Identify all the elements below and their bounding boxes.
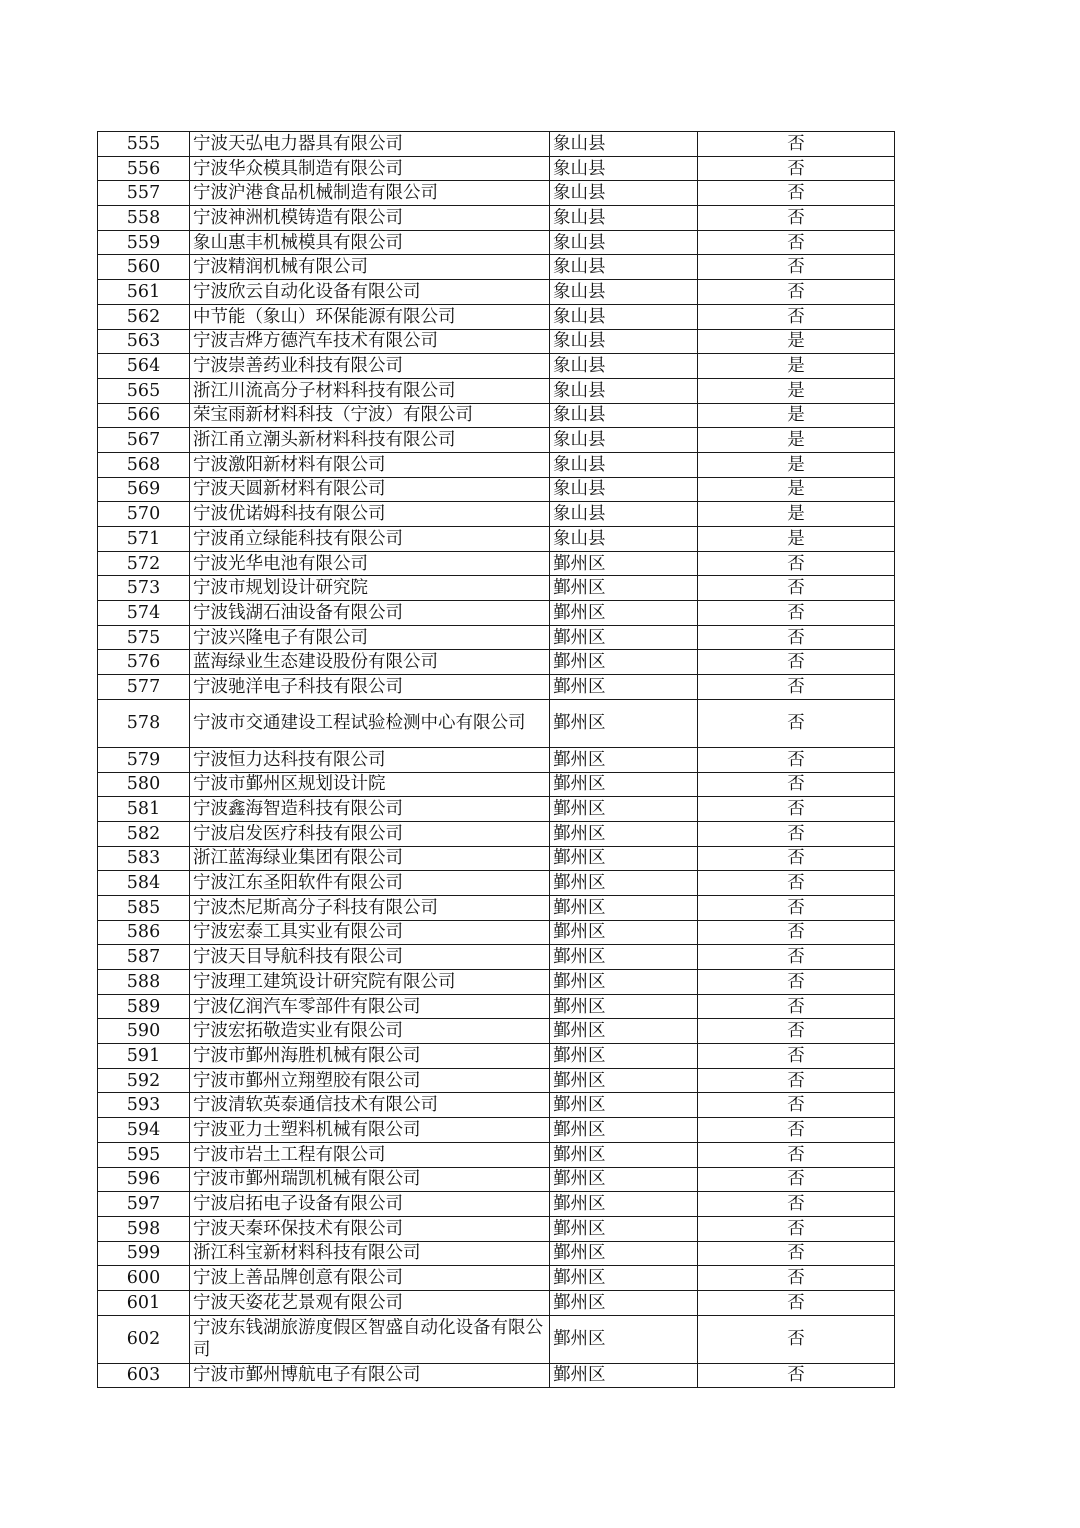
company-name: 宁波驰洋电子科技有限公司	[190, 675, 550, 700]
status-flag: 否	[698, 181, 895, 206]
company-name: 宁波恒力达科技有限公司	[190, 747, 550, 772]
district: 鄞州区	[550, 747, 698, 772]
row-number: 581	[98, 797, 190, 822]
row-number: 591	[98, 1044, 190, 1069]
row-number: 577	[98, 675, 190, 700]
status-flag: 否	[698, 699, 895, 747]
row-number: 566	[98, 403, 190, 428]
table-row	[98, 871, 895, 896]
status-flag: 否	[698, 1019, 895, 1044]
status-flag: 否	[698, 1118, 895, 1143]
status-flag: 否	[698, 650, 895, 675]
district: 象山县	[550, 527, 698, 552]
district: 象山县	[550, 477, 698, 502]
row-number: 558	[98, 206, 190, 231]
district: 鄞州区	[550, 772, 698, 797]
district: 象山县	[550, 255, 698, 280]
district: 鄞州区	[550, 994, 698, 1019]
row-number: 572	[98, 551, 190, 576]
company-name: 宁波精润机械有限公司	[190, 255, 550, 280]
company-name: 宁波市鄞州瑞凯机械有限公司	[190, 1167, 550, 1192]
company-name: 宁波沪港食品机械制造有限公司	[190, 181, 550, 206]
row-number: 598	[98, 1216, 190, 1241]
table-row	[98, 452, 895, 477]
table-row	[98, 920, 895, 945]
status-flag: 是	[698, 378, 895, 403]
district: 鄞州区	[550, 1216, 698, 1241]
status-flag: 否	[698, 994, 895, 1019]
status-flag: 是	[698, 329, 895, 354]
status-flag: 是	[698, 428, 895, 453]
table-row	[98, 1315, 895, 1363]
row-number: 592	[98, 1068, 190, 1093]
row-number: 570	[98, 502, 190, 527]
district: 鄞州区	[550, 871, 698, 896]
company-list-table-container	[97, 131, 894, 1388]
company-name: 宁波市岩土工程有限公司	[190, 1142, 550, 1167]
table-row	[98, 699, 895, 747]
district: 象山县	[550, 156, 698, 181]
row-number: 596	[98, 1167, 190, 1192]
table-row	[98, 772, 895, 797]
district: 象山县	[550, 304, 698, 329]
row-number: 574	[98, 601, 190, 626]
row-number: 590	[98, 1019, 190, 1044]
district: 鄞州区	[550, 1019, 698, 1044]
company-name: 宁波亚力士塑料机械有限公司	[190, 1118, 550, 1143]
status-flag: 是	[698, 403, 895, 428]
company-name: 宁波江东圣阳软件有限公司	[190, 871, 550, 896]
district: 鄞州区	[550, 1266, 698, 1291]
company-name: 宁波光华电池有限公司	[190, 551, 550, 576]
row-number: 600	[98, 1266, 190, 1291]
district: 鄞州区	[550, 675, 698, 700]
company-name: 宁波崇善药业科技有限公司	[190, 354, 550, 379]
table-row	[98, 354, 895, 379]
company-name: 宁波理工建筑设计研究院有限公司	[190, 970, 550, 995]
district: 鄞州区	[550, 1315, 698, 1363]
row-number: 599	[98, 1241, 190, 1266]
status-flag: 否	[698, 895, 895, 920]
status-flag: 是	[698, 477, 895, 502]
table-row	[98, 1068, 895, 1093]
row-number: 555	[98, 132, 190, 157]
table-row	[98, 1118, 895, 1143]
row-number: 576	[98, 650, 190, 675]
status-flag: 否	[698, 772, 895, 797]
district: 鄞州区	[550, 920, 698, 945]
district: 鄞州区	[550, 970, 698, 995]
company-name: 浙江甬立潮头新材料科技有限公司	[190, 428, 550, 453]
status-flag: 否	[698, 821, 895, 846]
district: 鄞州区	[550, 625, 698, 650]
company-name: 浙江蓝海绿业集团有限公司	[190, 846, 550, 871]
status-flag: 否	[698, 747, 895, 772]
row-number: 567	[98, 428, 190, 453]
table-row	[98, 970, 895, 995]
company-name: 宁波东钱湖旅游度假区智盛自动化设备有限公司	[190, 1315, 550, 1363]
district: 鄞州区	[550, 1068, 698, 1093]
status-flag: 否	[698, 230, 895, 255]
company-name: 宁波优诺姆科技有限公司	[190, 502, 550, 527]
company-name: 荣宝雨新材料科技（宁波）有限公司	[190, 403, 550, 428]
district: 象山县	[550, 230, 698, 255]
company-name: 宁波钱湖石油设备有限公司	[190, 601, 550, 626]
district: 象山县	[550, 428, 698, 453]
row-number: 575	[98, 625, 190, 650]
table-row	[98, 576, 895, 601]
status-flag: 是	[698, 354, 895, 379]
table-row	[98, 551, 895, 576]
district: 象山县	[550, 181, 698, 206]
status-flag: 否	[698, 551, 895, 576]
table-row	[98, 650, 895, 675]
district: 象山县	[550, 354, 698, 379]
status-flag: 否	[698, 1167, 895, 1192]
status-flag: 否	[698, 920, 895, 945]
table-row	[98, 181, 895, 206]
district: 鄞州区	[550, 797, 698, 822]
table-row	[98, 994, 895, 1019]
status-flag: 否	[698, 206, 895, 231]
district: 鄞州区	[550, 650, 698, 675]
status-flag: 否	[698, 601, 895, 626]
row-number: 573	[98, 576, 190, 601]
row-number: 571	[98, 527, 190, 552]
district: 鄞州区	[550, 601, 698, 626]
row-number: 601	[98, 1290, 190, 1315]
company-name: 宁波市规划设计研究院	[190, 576, 550, 601]
district: 鄞州区	[550, 1118, 698, 1143]
table-row	[98, 1241, 895, 1266]
company-name: 宁波天目导航科技有限公司	[190, 945, 550, 970]
status-flag: 否	[698, 797, 895, 822]
table-row	[98, 625, 895, 650]
district: 鄞州区	[550, 821, 698, 846]
status-flag: 否	[698, 156, 895, 181]
district: 鄞州区	[550, 1363, 698, 1388]
row-number: 586	[98, 920, 190, 945]
row-number: 595	[98, 1142, 190, 1167]
status-flag: 否	[698, 675, 895, 700]
district: 鄞州区	[550, 576, 698, 601]
company-name: 宁波神洲机模铸造有限公司	[190, 206, 550, 231]
company-name: 宁波市鄞州博航电子有限公司	[190, 1363, 550, 1388]
company-name: 宁波天圆新材料有限公司	[190, 477, 550, 502]
row-number: 589	[98, 994, 190, 1019]
row-number: 583	[98, 846, 190, 871]
district: 鄞州区	[550, 895, 698, 920]
company-name: 宁波欣云自动化设备有限公司	[190, 280, 550, 305]
district: 鄞州区	[550, 1192, 698, 1217]
district: 象山县	[550, 206, 698, 231]
company-name: 蓝海绿业生态建设股份有限公司	[190, 650, 550, 675]
row-number: 563	[98, 329, 190, 354]
status-flag: 否	[698, 846, 895, 871]
company-name: 宁波市鄞州立翔塑胶有限公司	[190, 1068, 550, 1093]
table-row	[98, 1044, 895, 1069]
district: 象山县	[550, 452, 698, 477]
table-row	[98, 1290, 895, 1315]
company-name: 宁波上善品牌创意有限公司	[190, 1266, 550, 1291]
row-number: 565	[98, 378, 190, 403]
company-name: 浙江川流高分子材料科技有限公司	[190, 378, 550, 403]
status-flag: 否	[698, 945, 895, 970]
table-row	[98, 1192, 895, 1217]
row-number: 580	[98, 772, 190, 797]
table-row	[98, 403, 895, 428]
company-name: 宁波甬立绿能科技有限公司	[190, 527, 550, 552]
district: 鄞州区	[550, 1142, 698, 1167]
status-flag: 否	[698, 304, 895, 329]
table-row	[98, 1167, 895, 1192]
status-flag: 否	[698, 132, 895, 157]
company-name: 宁波吉烨方德汽车技术有限公司	[190, 329, 550, 354]
row-number: 597	[98, 1192, 190, 1217]
status-flag: 否	[698, 1363, 895, 1388]
table-row	[98, 428, 895, 453]
row-number: 568	[98, 452, 190, 477]
company-name: 宁波天姿花艺景观有限公司	[190, 1290, 550, 1315]
row-number: 584	[98, 871, 190, 896]
row-number: 594	[98, 1118, 190, 1143]
status-flag: 否	[698, 1044, 895, 1069]
row-number: 585	[98, 895, 190, 920]
table-row	[98, 821, 895, 846]
status-flag: 是	[698, 452, 895, 477]
district: 鄞州区	[550, 1093, 698, 1118]
table-row	[98, 502, 895, 527]
row-number: 562	[98, 304, 190, 329]
status-flag: 否	[698, 625, 895, 650]
table-row	[98, 230, 895, 255]
table-row	[98, 895, 895, 920]
table-row	[98, 132, 895, 157]
row-number: 561	[98, 280, 190, 305]
row-number: 560	[98, 255, 190, 280]
status-flag: 否	[698, 1192, 895, 1217]
table-row	[98, 329, 895, 354]
company-name: 中节能（象山）环保能源有限公司	[190, 304, 550, 329]
company-name: 宁波宏泰工具实业有限公司	[190, 920, 550, 945]
company-name: 宁波亿润汽车零部件有限公司	[190, 994, 550, 1019]
table-row	[98, 747, 895, 772]
district: 鄞州区	[550, 551, 698, 576]
district: 象山县	[550, 403, 698, 428]
company-name: 宁波华众模具制造有限公司	[190, 156, 550, 181]
status-flag: 否	[698, 576, 895, 601]
district: 鄞州区	[550, 699, 698, 747]
company-name: 宁波兴隆电子有限公司	[190, 625, 550, 650]
status-flag: 是	[698, 502, 895, 527]
row-number: 588	[98, 970, 190, 995]
row-number: 587	[98, 945, 190, 970]
table-row	[98, 527, 895, 552]
company-name: 宁波启拓电子设备有限公司	[190, 1192, 550, 1217]
status-flag: 否	[698, 1315, 895, 1363]
row-number: 557	[98, 181, 190, 206]
district: 象山县	[550, 502, 698, 527]
status-flag: 否	[698, 1241, 895, 1266]
company-name: 象山惠丰机械模具有限公司	[190, 230, 550, 255]
table-row	[98, 304, 895, 329]
status-flag: 否	[698, 280, 895, 305]
table-row	[98, 1363, 895, 1388]
district: 象山县	[550, 132, 698, 157]
status-flag: 否	[698, 1142, 895, 1167]
company-name: 宁波杰尼斯高分子科技有限公司	[190, 895, 550, 920]
row-number: 556	[98, 156, 190, 181]
table-row	[98, 1093, 895, 1118]
row-number: 569	[98, 477, 190, 502]
row-number: 603	[98, 1363, 190, 1388]
table-row	[98, 378, 895, 403]
company-name: 宁波市交通建设工程试验检测中心有限公司	[190, 699, 550, 747]
row-number: 602	[98, 1315, 190, 1363]
row-number: 593	[98, 1093, 190, 1118]
status-flag: 否	[698, 1093, 895, 1118]
status-flag: 否	[698, 1290, 895, 1315]
company-name: 宁波启发医疗科技有限公司	[190, 821, 550, 846]
row-number: 578	[98, 699, 190, 747]
company-name: 宁波市鄞州海胜机械有限公司	[190, 1044, 550, 1069]
district: 鄞州区	[550, 945, 698, 970]
table-row	[98, 1266, 895, 1291]
table-row	[98, 601, 895, 626]
district: 鄞州区	[550, 846, 698, 871]
company-name: 宁波市鄞州区规划设计院	[190, 772, 550, 797]
company-name: 宁波清软英泰通信技术有限公司	[190, 1093, 550, 1118]
table-row	[98, 1019, 895, 1044]
district: 象山县	[550, 378, 698, 403]
status-flag: 否	[698, 1266, 895, 1291]
table-row	[98, 156, 895, 181]
status-flag: 否	[698, 255, 895, 280]
status-flag: 否	[698, 1216, 895, 1241]
status-flag: 否	[698, 1068, 895, 1093]
row-number: 582	[98, 821, 190, 846]
company-name: 宁波天秦环保技术有限公司	[190, 1216, 550, 1241]
district: 鄞州区	[550, 1044, 698, 1069]
table-row	[98, 255, 895, 280]
company-name: 浙江科宝新材料科技有限公司	[190, 1241, 550, 1266]
company-name: 宁波鑫海智造科技有限公司	[190, 797, 550, 822]
district: 鄞州区	[550, 1167, 698, 1192]
row-number: 579	[98, 747, 190, 772]
table-row	[98, 846, 895, 871]
company-name: 宁波宏拓敬造实业有限公司	[190, 1019, 550, 1044]
district: 鄞州区	[550, 1290, 698, 1315]
table-row	[98, 206, 895, 231]
status-flag: 否	[698, 970, 895, 995]
company-name: 宁波激阳新材料有限公司	[190, 452, 550, 477]
table-row	[98, 477, 895, 502]
table-row	[98, 1142, 895, 1167]
company-list-table	[97, 131, 895, 1388]
table-row	[98, 675, 895, 700]
table-row	[98, 280, 895, 305]
status-flag: 是	[698, 527, 895, 552]
company-name: 宁波天弘电力器具有限公司	[190, 132, 550, 157]
row-number: 559	[98, 230, 190, 255]
row-number: 564	[98, 354, 190, 379]
district: 象山县	[550, 280, 698, 305]
table-body	[98, 132, 895, 1388]
district: 象山县	[550, 329, 698, 354]
status-flag: 否	[698, 871, 895, 896]
district: 鄞州区	[550, 1241, 698, 1266]
table-row	[98, 945, 895, 970]
table-row	[98, 797, 895, 822]
table-row	[98, 1216, 895, 1241]
